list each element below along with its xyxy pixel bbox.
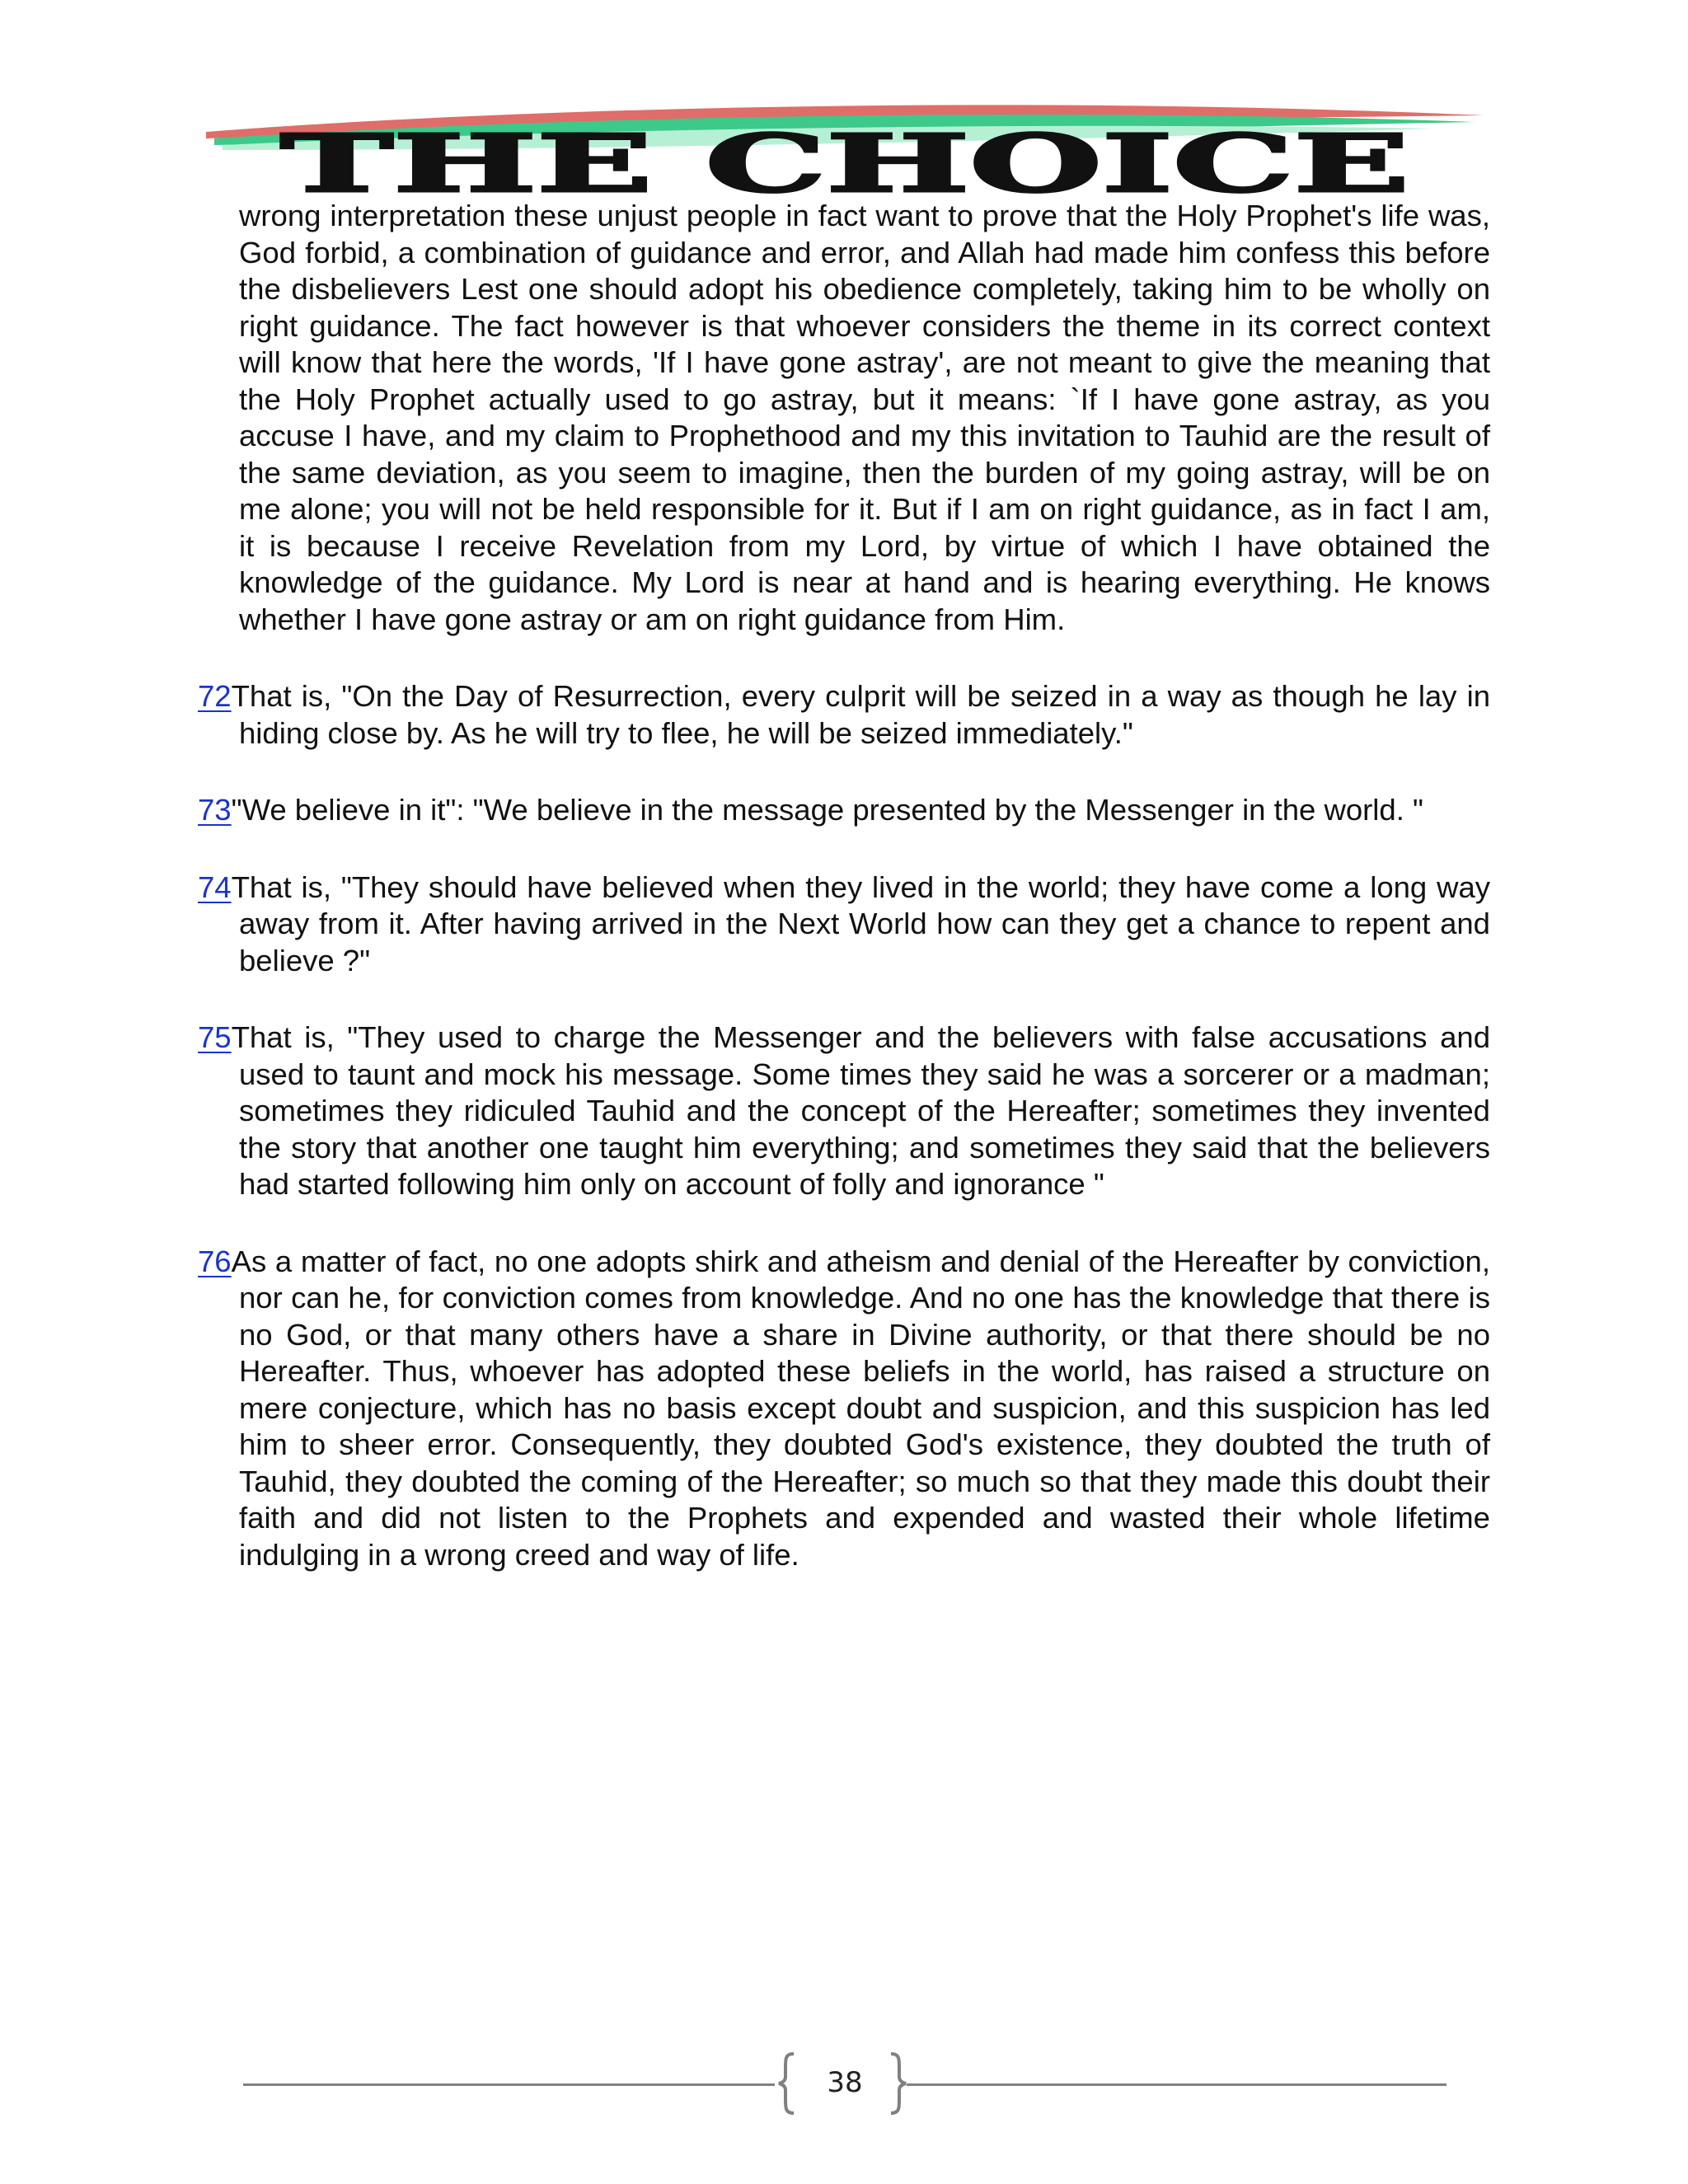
right-bracket-icon (888, 2052, 907, 2115)
footnote-75 (198, 1019, 1490, 1203)
intro-paragraph: wrong interpretation these unjust people in fact want to prove that the Holy Prophet's life was, God forbid, a combination of guidance and error, and Allah had made him confess this before the disbelievers Lest one should adopt his obedience completely, taking him to be wholly on right guidance. The fact however is that whoever considers the theme in its correct context will know that here the words, 'If I have gone astray', are not meant to give the meaning that the Holy Prophet actually used to go astray, but it means: `If I have gone astray, as you accuse I have, and my claim to Prophethood and my this invitation to Tauhid are the result of the same deviation, as you seem to imagine, then the burden of my going astray, will be on me alone; you will not be held responsible for it. But if I am on right guidance, as in fact I am, it is because I receive Revelation from my Lord, by virtue of which I have obtained the knowledge of the guidance. My Lord is near at hand and is hearing everything. He knows whether I have gone astray or am on right guidance from Him. (239, 199, 1490, 636)
header-logo (198, 99, 1492, 198)
page-number: 38 (827, 2066, 863, 2099)
footnote-ref-72[interactable]: 72 (198, 679, 232, 713)
footnote-text-76: As a matter of fact, no one adopts shirk and atheism and denial of the Hereafter by conviction, nor can he, for conviction comes from knowledge. And no one has the knowledge that there is no God, or that many others have a share in Divine authority, or that there should be no Hereafter. Thus, whoever has adopted these beliefs in the world, has raised a structure on mere conjecture, which has no basis except doubt and suspicion, and this suspicion has led him to sheer error. Consequently, they doubted God's existence, they doubted the truth of Tauhid, they doubted the coming of the Hereafter; so much so that they made this doubt their faith and did not listen to the Prophets and expended and wasted their whole lifetime indulging in a wrong creed and way of life. (231, 1244, 1490, 1572)
page-footer (243, 2052, 1447, 2118)
footnote-ref-74[interactable]: 74 (198, 869, 232, 904)
footer-rule-left (243, 2083, 775, 2086)
logo-text: THE CHOICE (280, 117, 1409, 198)
footnote-74 (198, 869, 1490, 980)
footnote-76 (198, 1244, 1490, 1574)
footnote-73 (198, 792, 1490, 829)
footnote-text-72: That is, "On the Day of Resurrection, every culprit will be seized in a way as though he lay in hiding close by. As he will try to flee, he will be seized immediately." (231, 679, 1490, 750)
footer-rule-right (907, 2083, 1447, 2086)
footnote-ref-76[interactable]: 76 (198, 1244, 232, 1278)
footnote-text-75: That is, "They used to charge the Messenger and the believers with false accusations and used to taunt and mock his message. Some times they said he was a sorcerer or a madman; sometimes they ridiculed Tauhid and the concept of the Hereafter; sometimes they invented the story that another one taught him everything; and sometimes they said that the believers had started following him only on account of folly and ignorance " (231, 1020, 1490, 1201)
the-choice-logo (198, 99, 1492, 198)
footnote-ref-73[interactable]: 73 (198, 793, 232, 827)
footnote-text-73: "We believe in it": "We believe in the message presented by the Messenger in the world. " (231, 793, 1423, 827)
footnote-text-74: That is, "They should have believed when they lived in the world; they have come a long way away from it. After having arrived in the Next World how can they get a chance to repent and believe ?" (231, 869, 1490, 977)
document-body (198, 198, 1490, 1573)
left-bracket-icon (777, 2052, 797, 2115)
footnote-ref-75[interactable]: 75 (198, 1020, 232, 1054)
footnote-72 (198, 678, 1490, 752)
